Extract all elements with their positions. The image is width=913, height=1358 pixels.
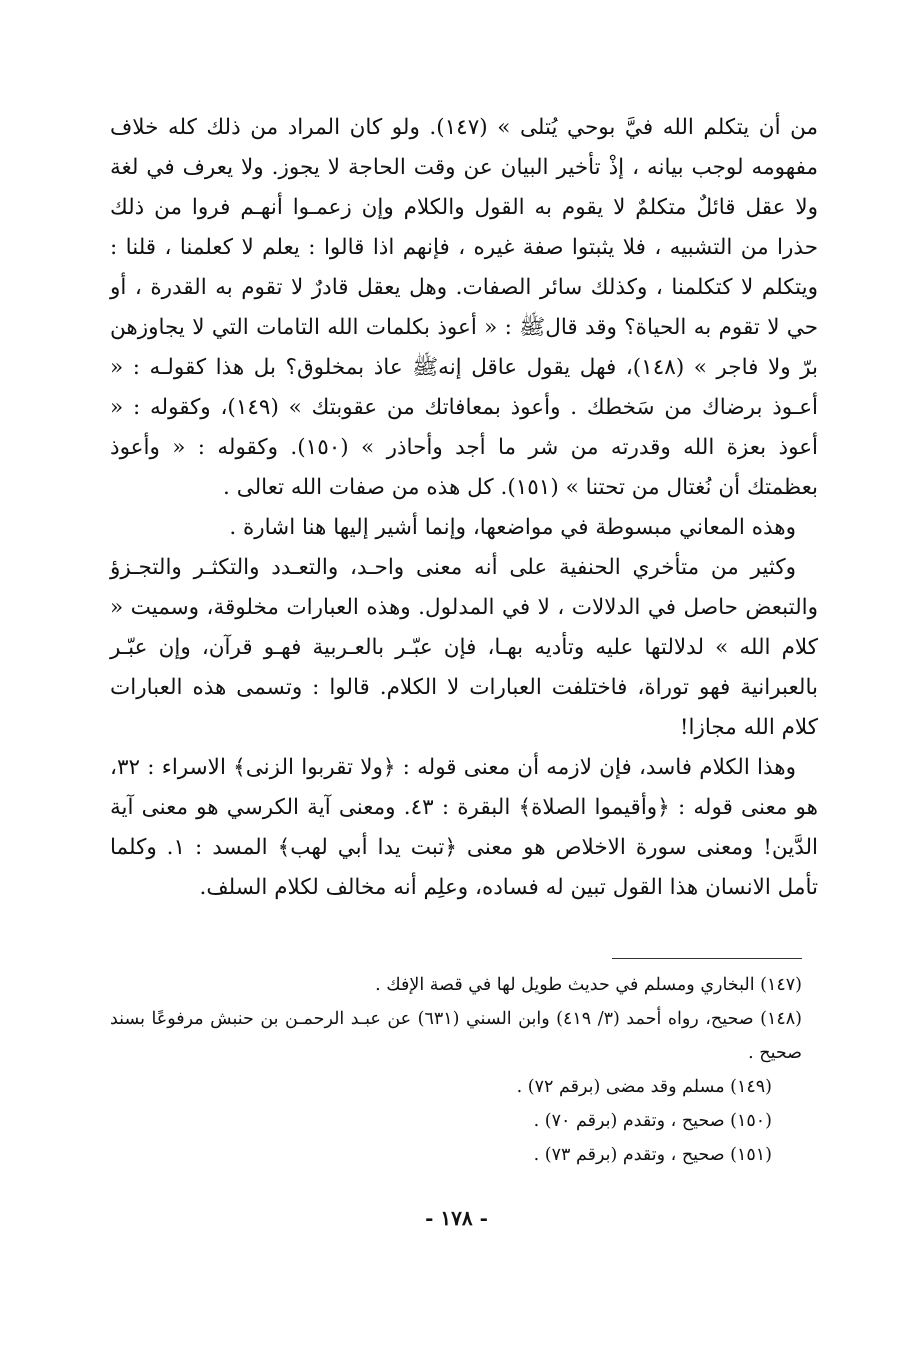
main-text (110, 108, 818, 908)
footnote-149: (١٤٩) مسلم وقد مضى (برقم ٧٢) . (516, 1077, 772, 1097)
footnote-150: (١٥٠) صحيح ، وتقدم (برقم ٧٠) . (533, 1111, 772, 1131)
paragraph-4: وهذا الكلام فاسد، فإن لازمه أن معنى قوله : ﴿ولا تقربوا الزنى﴾ الاسراء : ٣٢، هو معنى قوله : ﴿وأقيموا الصلاة﴾ البقرة : ٤٣. ومعنى آية الكرسي هو معنى آية الدَّين! ومعنى سورة الاخلاص هو معنى ﴿تبت يدا أبي لهب﴾ المسد : ١. وكلما تأمل الانسان هذا القول تبين له فساده، وعلِم أنه مخالف لكلام السلف. (110, 755, 819, 900)
paragraph-1: من أن يتكلم الله فيَّ بوحي يُتلى » (١٤٧). ولو كان المراد من ذلك كله خلاف مفهومه لوجب بيانه ، إذْ تأخير البيان عن وقت الحاجة لا يجوز. ولا يعرف في لغة ولا عقل قائلٌ متكلمٌ لا يقوم به القول والكلام وإن زعمـوا أنهـم فروا من ذلك حذرا من التشبيه ، فلا يثبتوا صفة غيره ، فإنهم اذا قالوا : يعلم لا كعلمنا ، قلنا : ويتكلم لا كتكلمنا ، وكذلك سائر الصفات. وهل يعقل قادرٌ لا تقوم به القدرة ، أو حي لا تقوم به الحياة؟ وقد قالﷺ : « أعوذ بكلمات الله التامات التي لا يجاوزهن برّ ولا فاجر » (١٤٨)، فهل يقول عاقل إنهﷺ عاذ بمخلوق؟ بل هذا كقولـه : « أعـوذ برضاك من سَخطك . وأعوذ بمعافاتك من عقوبتك » (١٤٩)، وكقوله : « أعوذ بعزة الله وقدرته من شر ما أجد وأحاذر » (١٥٠). وكقوله : « وأعوذ بعظمتك أن نُغتال من تحتنا » (١٥١). كل هذه من صفات الله تعالى . (110, 115, 819, 500)
paragraph-2: وهذه المعاني مبسوطة في مواضعها، وإنما أشير إليها هنا اشارة . (229, 515, 796, 540)
footnote-151: (١٥١) صحيح ، وتقدم (برقم ٧٣) . (533, 1145, 772, 1165)
footnote-divider (612, 958, 802, 959)
footnote-148: (١٤٨) صحيح، رواه أحمد (٣/ ٤١٩) وابن السني (٦٣١) عن عبـد الرحمـن بن حنبش مرفوعًا بسند صحيح . (110, 1009, 802, 1063)
footnote-147: (١٤٧) البخاري ومسلم في حديث طويل لها في قصة الإفك . (375, 975, 802, 995)
paragraph-3: وكثير من متأخري الحنفية على أنه معنى واحـد، والتعـدد والتكثـر والتجـزؤ والتبعض حاصل في الدلالات ، لا في المدلول. وهذه العبارات مخلوقة، وسميت « كلام الله » لدلالتها عليه وتأديه بهـا، فإن عبّـر بالعـربية فهـو قرآن، وإن عبّـر بالعبرانية فهو توراة، فاختلفت العبارات لا الكلام. قالوا : وتسمى هذه العبارات كلام الله مجازا! (110, 555, 818, 740)
footnotes (110, 968, 802, 1172)
page-number: - ١٧٨ - (425, 1206, 488, 1230)
